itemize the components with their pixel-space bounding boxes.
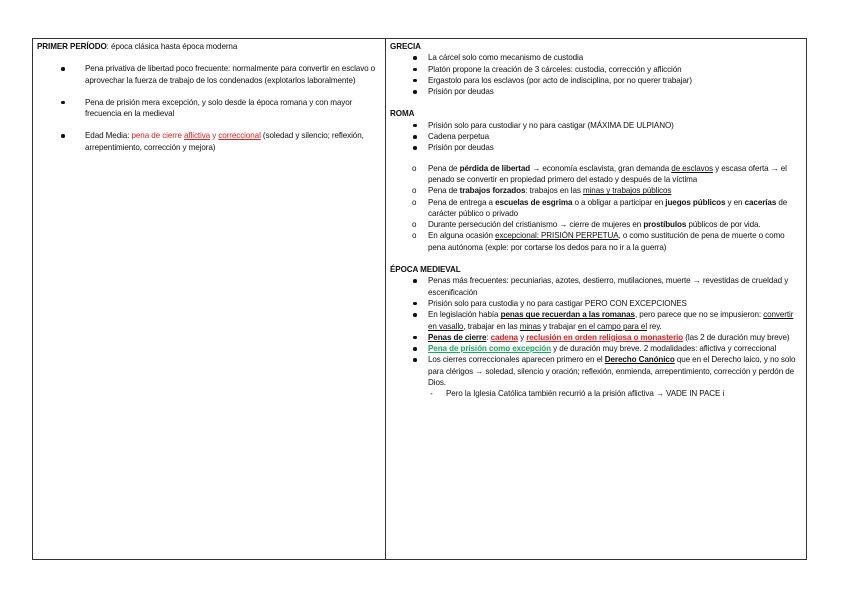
grecia-list xyxy=(390,52,802,97)
list-item: Prisión solo para custodiar y no para castigar (MÁXIMA DE ULPIANO) xyxy=(390,120,802,131)
list-item: o Durante persecución del cristianismo → cierre de mujeres en prostíbulos públicos de por vida. xyxy=(390,219,802,230)
roma-list xyxy=(390,120,802,154)
edad-media-item: Edad Media: pena de cierre aflictiva y correccional (soledad y silencio; reflexión, arrepentimiento, corrección y mejora) xyxy=(37,130,381,153)
list-item: Pena privativa de libertad poco frecuente: normalmente para convertir en esclavo o aprovechar la fuerza de trabajo de los condenados (explotarlos laboralmente) xyxy=(37,63,381,86)
list-item: Platón propone la creación de 3 cárceles: custodia, corrección y aflicción xyxy=(390,64,802,75)
list-item: En legislación había penas que recuerdan a las romanas, pero parece que no se impusieron: convertir en vasallo, trabajar en las minas y trabajar en el campo para el rey. xyxy=(390,309,802,332)
medieval-list xyxy=(390,275,802,388)
list-item: o Pena de trabajos forzados: trabajos en las minas y trabajos públicos xyxy=(390,185,802,196)
right-column xyxy=(386,39,807,560)
grecia-heading: GRECIA xyxy=(390,42,421,51)
list-item: Prisión por deudas xyxy=(390,86,802,97)
notes-table xyxy=(32,38,807,560)
list-item: Penas de cierre: cadena y reclusión en orden religiosa o monasterio (las 2 de duración muy breve) xyxy=(390,332,802,343)
left-bullet-list xyxy=(37,63,381,86)
list-item: Pena de prisión como excepción y de duración muy breve. 2 modalidades: aflictiva y correccional xyxy=(390,343,802,354)
list-item: Prisión solo para custodia y no para castigar PERO CON EXCEPCIONES xyxy=(390,298,802,309)
list-item: Prisión por deudas xyxy=(390,142,802,153)
roma-sublist xyxy=(390,163,802,253)
list-item: o Pena de pérdida de libertad → economía esclavista, gran demanda de esclavos y escasa oferta → el penado se convertir en propiedad primero del estado y después de la víctima xyxy=(390,163,802,186)
list-item: o En alguna ocasión excepcional: PRISIÓN PERPETUA, o como sustitución de pena de muerte o como pena autónoma (exple: por cortarse los dedos para no ir a la guerra) xyxy=(390,230,802,253)
list-item: - Pero la Iglesia Católica también recurrió a la prisión aflictiva → VADE IN PACE i xyxy=(390,388,802,399)
list-item: Cadena perpetua xyxy=(390,131,802,142)
list-item: o Pena de entrega a escuelas de esgrima o a obligar a participar en juegos públicos y en cacerías de carácter público o privado xyxy=(390,197,802,220)
roma-heading: ROMA xyxy=(390,109,415,119)
list-item: Pena de prisión mera excepción, y solo desde la época romana y con mayor frecuencia en la medieval xyxy=(37,97,381,120)
primer-periodo-heading: PRIMER PERÍODO: época clásica hasta época moderna xyxy=(37,42,238,51)
list-item: Penas más frecuentes: pecuniarias, azotes, destierro, mutilaciones, muerte → revestidas de crueldad y escenificación xyxy=(390,275,802,298)
medieval-dash-list xyxy=(390,388,802,399)
list-item: Ergastolo para los esclavos (por acto de indisciplina, por no querer trabajar) xyxy=(390,75,802,86)
list-item: Los cierres correccionales aparecen primero en el Derecho Canónico que en el Derecho laico, y no solo para clérigos → soledad, silencio y oración; reflexión, enmienda, arrepentimiento, corrección y perdón de Dios. xyxy=(390,354,802,388)
left-column xyxy=(33,39,386,560)
list-item: La cárcel solo como mecanismo de custodia xyxy=(390,52,802,63)
medieval-heading: ÉPOCA MEDIEVAL xyxy=(390,265,461,275)
